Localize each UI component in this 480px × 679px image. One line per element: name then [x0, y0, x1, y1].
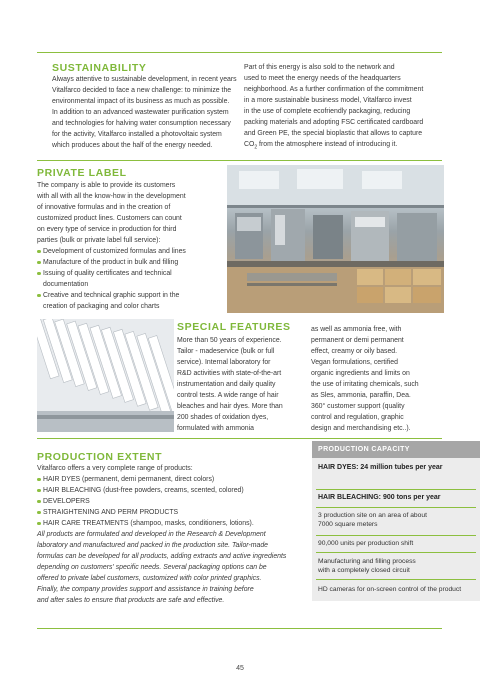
product-range-list — [37, 474, 309, 529]
list-item: HAIR BLEACHING (dust-free powders, creams, scented, colored) — [37, 485, 309, 496]
capacity-separator — [316, 552, 476, 553]
capacity-separator — [316, 579, 476, 580]
capacity-separator — [316, 535, 476, 536]
bottom-divider — [37, 628, 442, 629]
sustainability-heading: SUSTAINABILITY — [52, 62, 147, 74]
capacity-separator — [316, 507, 476, 508]
private-label-bullets — [37, 246, 225, 312]
list-item: Development of customized formulas and lines — [37, 246, 225, 257]
list-item: HAIR CARE TREATMENTS (shampoo, masks, conditioners, lotions). — [37, 518, 309, 529]
capacity-row: HAIR BLEACHING: 900 tons per year — [318, 494, 441, 501]
list-item: Creative and technical graphic support in the creation of packaging and color charts — [37, 290, 225, 312]
capacity-row: Manufacturing and filling process with a completely closed circuit — [318, 558, 416, 574]
factory-photo — [227, 165, 444, 313]
factory-photo-illustration — [227, 165, 444, 313]
divider-2 — [37, 160, 442, 161]
tubes-photo — [37, 319, 174, 432]
capacity-separator — [316, 489, 476, 490]
capacity-row: HD cameras for on-screen control of the product — [318, 586, 462, 593]
capacity-row: 90,000 units per production shift — [318, 540, 414, 547]
list-item: Manufacture of the product in bulk and filling — [37, 257, 225, 268]
production-extent-heading: PRODUCTION EXTENT — [37, 451, 163, 463]
production-extent-italic: All products are formulated and developed in the Research & Development laboratory and manufactured and packed in the production site. Tailor-made formulas can be developed for all products, adding extracts and active ingredients depending on customers' specific needs. Several packaging options can be offered to private label customers, customized with color printed graphics. Finally, the company provides support and assistance in training before and after sales to ensure that products are safe and effective. — [37, 531, 287, 604]
page-number: 45 — [236, 665, 244, 672]
sustainability-col1: Always attentive to sustainable development, in recent years Vitalfarco decided to face a new challenge: to minimize the environmental impact of its business as much as possible. In addition to an advanced wastewater purification system and technologies for halving water consumption necessary for the activity, Vitalfarco installed a photovoltaic system which produces about the half of the energy needed. — [52, 76, 237, 149]
top-divider — [37, 52, 442, 53]
divider-3 — [37, 438, 442, 439]
list-item: Issuing of quality certificates and technical documentation — [37, 268, 225, 290]
special-features-col2: as well as ammonia free, with permanent or demi permanent effect, creamy or oily based. Vegan formulations, certified organic ingredients and limits on the use of irritating chemicals, such as Sles, ammonia, paraffin, Dea. 360° customer support (quality control and regulation, graphic design and merchandising etc..). — [311, 326, 419, 432]
sustainability-col2: Part of this energy is also sold to the network and used to meet the energy needs of the headquarters neighborhood. As a further confirmation of the commitment in a more sustainable business model, Vitalfarco invest in the use of complete ecofriendly packaging, reducing packing materials and adopting FSC certificated cardboard and Green PE, the special bioplastic that allows to capture $CO_2$ from the atmosphere instead of introducing it. — [244, 64, 424, 151]
special-features-heading: SPECIAL FEATURES — [177, 321, 291, 333]
private-label-text: The company is able to provide its customers with all with all the know-how in the development of innovative formulas and in the creation of customized product lines. Customers can count on every type of service in production for third parties (bulk or private label full service): Development of customized formulas and lines Manufacture of the product in bulk and filling Issuing of quality certificates and technical documentation Creative and technical graphic support in the creation of packaging and color charts — [37, 180, 225, 312]
list-item: STRAIGHTENING AND PERM PRODUCTS — [37, 507, 309, 518]
capacity-row: 3 production site on an area of about 7000 square meters — [318, 512, 427, 528]
list-item: HAIR DYES (permanent, demi permanent, direct colors) — [37, 474, 309, 485]
production-capacity-heading: PRODUCTION CAPACITY — [312, 441, 480, 458]
production-extent-text: Vitalfarco offers a very complete range of products: HAIR DYES (permanent, demi permanent, direct colors) HAIR BLEACHING (dust-free powders, creams, scented, colored) DEVELOPERS STRAIGHTENING AND PERM PRODUCTS HAIR CARE TREATMENTS (shampoo, masks, conditioners, lotions). All products are formulated and developed in the Research & Development laboratory and manufactured and packed in the production site. Tailor-made formulas can be developed for all products, adding extracts and active ingredients depending on customers' specific needs. Several packaging options can be offered to private label customers, customized with color printed graphics. Finally, the company provides support and assistance in training before and after sales to ensure that products are safe and effective. — [37, 463, 309, 606]
tubes-photo-illustration — [37, 319, 174, 432]
capacity-row: HAIR DYES: 24 million tubes per year — [318, 464, 443, 471]
production-capacity-panel — [312, 441, 480, 601]
list-item: DEVELOPERS — [37, 496, 309, 507]
private-label-heading: PRIVATE LABEL — [37, 167, 127, 179]
special-features-col1: More than 50 years of experience. Tailor - madeservice (bulk or full service). Internal laboratory for R&D activities with state-of-the-art instrumentation and daily quality control tests. A wide range of hair bleaches and hair dyes. More than 200 shades of oxidation dyes, formulated with ammonia — [177, 337, 283, 432]
